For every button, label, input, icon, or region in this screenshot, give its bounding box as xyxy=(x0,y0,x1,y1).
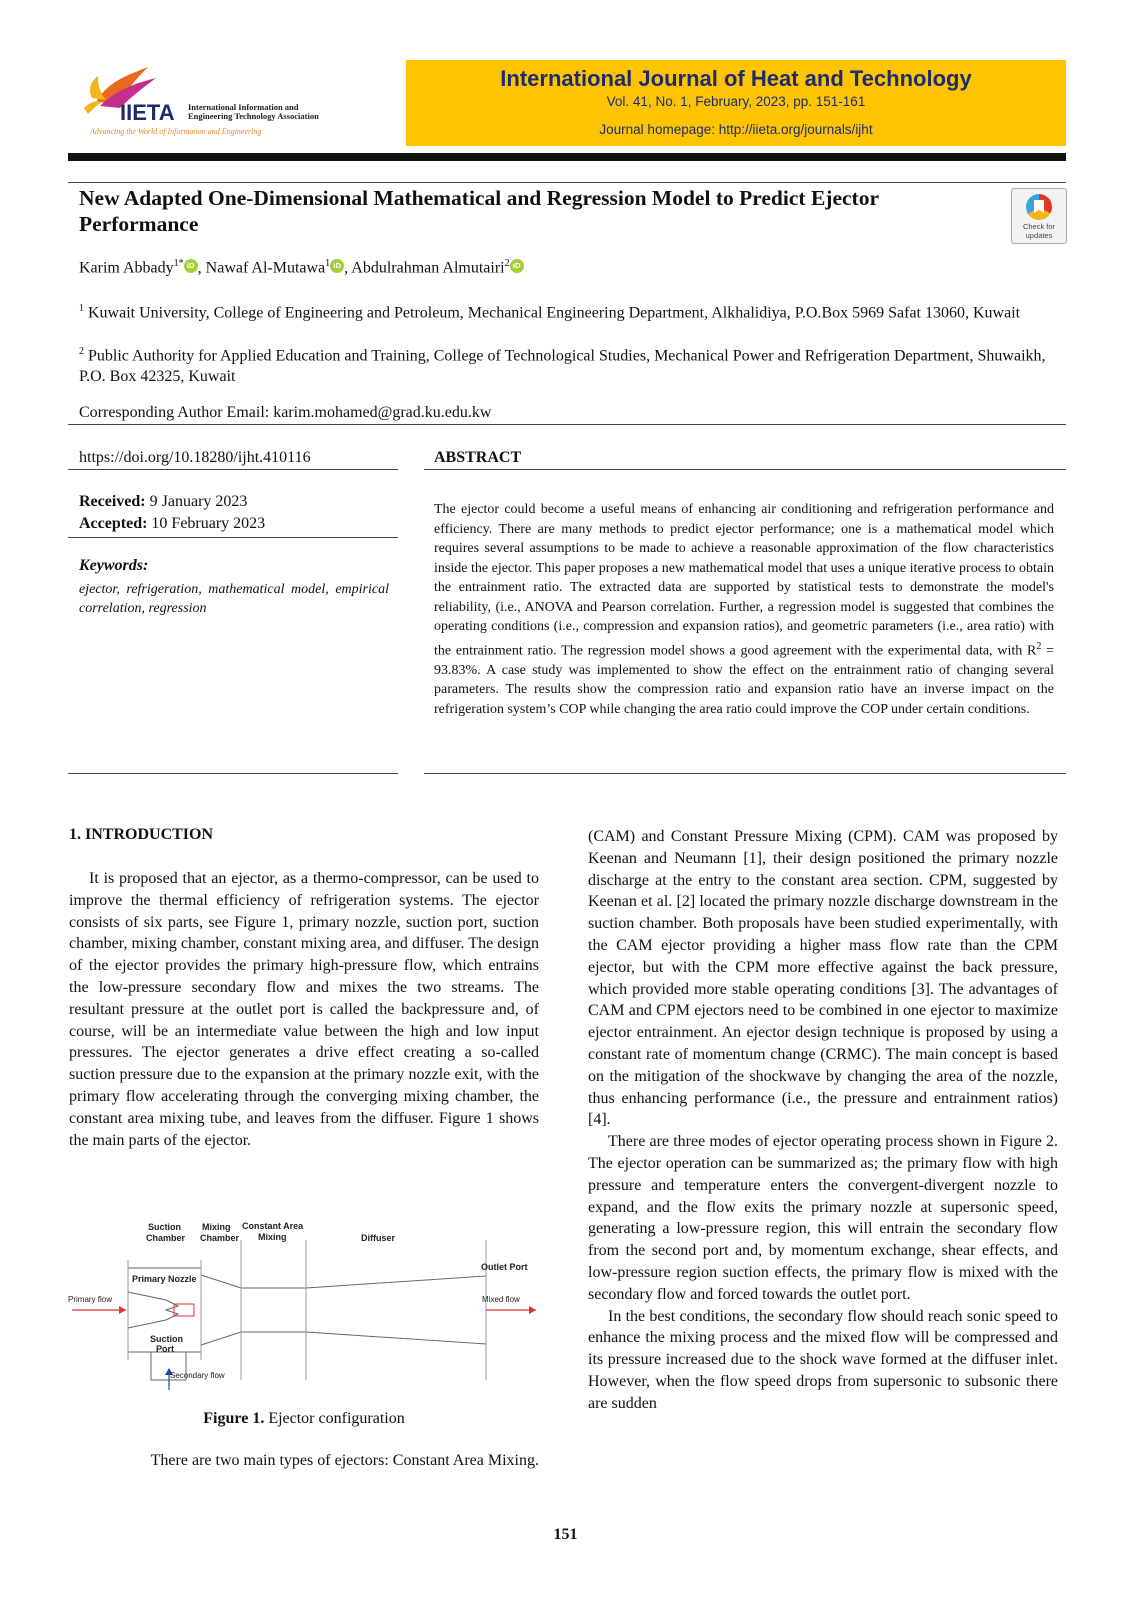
title-rule xyxy=(68,182,1066,183)
doi-link[interactable]: https://doi.org/10.18280/ijht.410116 xyxy=(79,449,311,466)
affiliation-2: $^2$ Public Authority for Applied Education and Training, College of Technological Studies, Mechanical Power and Refrigeration Department, Shuwaikh, P.O. Box 42325, Kuwait xyxy=(79,346,1046,386)
divider xyxy=(68,537,398,538)
logo-text: IIETA xyxy=(120,100,175,125)
author-name: Karim Abbady xyxy=(79,259,174,277)
divider xyxy=(68,469,398,470)
check-for-updates-button[interactable] xyxy=(1011,188,1067,244)
divider xyxy=(424,469,1066,470)
orcid-icon[interactable]: iD xyxy=(510,259,524,273)
logo-tagline: Advancing the World of Information and Engineering xyxy=(90,127,262,136)
received-date: Received: 9 January 2023 xyxy=(79,493,248,510)
paper-title: New Adapted One-Dimensional Mathematical and Regression Model to Predict Ejector Performance xyxy=(79,186,879,236)
author-name: Nawaf Al-Mutawa xyxy=(205,259,326,277)
journal-banner xyxy=(406,60,1066,146)
divider xyxy=(424,773,1066,774)
keywords-list: ejector, refrigeration, mathematical model, empirical correlation, regression xyxy=(79,582,389,616)
label-suction-port: Port xyxy=(156,1344,174,1354)
label-diffuser: Diffuser xyxy=(361,1233,396,1243)
divider xyxy=(68,773,398,774)
label-mixing-chamber: Mixing xyxy=(202,1222,231,1232)
journal-homepage-link[interactable]: Journal homepage: http://iieta.org/journals/ijht xyxy=(599,122,873,137)
keywords-heading: Keywords: xyxy=(79,557,149,574)
label-constant-area: Constant Area xyxy=(242,1221,304,1231)
paragraph: There are three modes of ejector operating process shown in Figure 2. The ejector operation can be summarized as; the primary flow with high pressure and temperature enters the convergent-divergent nozzle to expand, and the flow exits the primary nozzle at supersonic speed, generating a low-pressure region, this will entrain the secondary flow from the second port and, by momentum exchange, shear effects, and low-pressure region suction effects, the primary flow is mixed with the secondary flow and forced towards the outlet port. xyxy=(588,1133,1058,1303)
journal-volume: Vol. 41, No. 1, February, 2023, pp. 151-161 xyxy=(606,94,866,109)
journal-title: International Journal of Heat and Technology xyxy=(500,66,972,91)
author-list: Karim Abbady$^{1*}$ iD , Nawaf Al-Mutawa$^1$ iD , Abdulrahman Almutairi$^2$ iD xyxy=(79,258,524,277)
label-suction-port: Suction xyxy=(150,1334,183,1344)
abstract-heading: ABSTRACT xyxy=(434,449,522,466)
label-mixed-flow: Mixed flow xyxy=(482,1295,520,1304)
paragraph: It is proposed that an ejector, as a thermo-compressor, can be used to improve the thermal efficiency of refrigeration systems. The ejector consists of six parts, see Figure 1, primary nozzle, suction port, suction chamber, mixing chamber, constant mixing area, and diffuser. The design of the ejector provides the primary high-pressure flow, which entrains the low-pressure secondary flow and mixes the two streams. The resultant pressure at the outlet port is called the backpressure and, of course, will be an intermediate value between the high and low input pressures. The ejector generates a drive effect creating a so-called suction pressure due to the expansion at the primary nozzle exit, with the primary flow accelerating through the converging mixing chamber, the constant area mixing tube, and leaves from the diffuser. Figure 1 shows the main parts of the ejector. xyxy=(69,870,539,1149)
label-mixing-chamber: Chamber xyxy=(200,1233,240,1243)
divider xyxy=(68,424,1066,425)
mixed-flow-arrow-icon xyxy=(486,1306,536,1314)
iieta-logo xyxy=(78,62,378,142)
right-column xyxy=(588,826,1058,1415)
label-primary-nozzle: Primary Nozzle xyxy=(132,1274,197,1284)
abstract-text: The ejector could become a useful means of enhancing air conditioning and refrigeration performance and efficiency. There are many methods to predict ejector performance; one is a mathematical model which requires several assumptions to be made to achieve a reasonable approximation of the flow characteristics inside the ejector. This paper proposes a new mathematical model that uses a unique iterative process to obtain the entrainment ratio. The extracted data are supported by statistical tests to demonstrate the model's reliability, (i.e., ANOVA and Pearson correlation. Further, a regression model is suggested that combines the operating conditions (i.e., compression and expansion ratios), and geometric parameters (i.e., area ratio) with the entrainment ratio. The regression model shows a good agreement with the experimental data, with $R^2 = 93.83\%$. A case study was implemented to show the effect on the entrainment ratio of changing several parameters. The results show the compression ratio and expansion ratio have an inverse impact on the refrigeration system’s COP while changing the area ratio could improve the COP under certain conditions. xyxy=(434,502,1054,717)
paragraph: In the best conditions, the secondary flow should reach sonic speed to enhance the mixing process and the mixed flow will be compressed and its pressure increased due to the shock wave formed at the diffuser inlet. However, when the flow speed drops from supersonic to subsonic there are sudden xyxy=(588,1307,1058,1412)
label-suction-chamber: Suction xyxy=(148,1222,181,1232)
primary-nozzle-shape xyxy=(128,1292,178,1328)
logo-org-line2: Engineering Technology Association xyxy=(188,111,319,121)
header-rule xyxy=(68,153,1066,161)
paragraph: There are two main types of ejectors: Constant Area Mixing. xyxy=(150,1452,539,1469)
logo-org-line1: International Information and xyxy=(188,102,299,112)
page-number: 151 xyxy=(553,1526,578,1543)
label-primary-flow: Primary flow xyxy=(68,1295,113,1304)
label-secondary-flow: Secondary flow xyxy=(170,1371,225,1380)
figure-caption: Figure 1. Ejector configuration xyxy=(203,1410,405,1427)
crossmark-icon xyxy=(1026,194,1052,220)
orcid-icon[interactable]: iD xyxy=(330,259,344,273)
primary-flow-arrow-icon xyxy=(72,1306,126,1314)
paragraph: (CAM) and Constant Pressure Mixing (CPM). CAM was proposed by Keenan and Neumann [1], their design positioned the primary nozzle discharge at the entry to the constant area section. CPM, suggested by Keenan et al. [2] located the primary nozzle discharge downstream in the suction chamber. Both proposals have been studied experimentally, with the CAM ejector providing a higher mass flow rate than the CPM ejector, but with the CPM more effective against the back pressure, which provided more stable operating conditions [3]. The advantages of CAM and CPM ejectors need to be combined in one ejector to maximize ejector entrainment. An ejector design technique is proposed by using a constant rate of momentum change (CRMC). The main concept is based on the mitigation of the shockwave by changing the area of the nozzle, thus enhancing performance (i.e., the pressure and entrainment ratios) [4]. xyxy=(588,828,1058,1129)
author-name: Abdulrahman Almutairi xyxy=(351,259,505,277)
left-column xyxy=(69,868,539,1151)
affiliation-1: $^1$ Kuwait University, College of Engineering and Petroleum, Mechanical Engineering Department, Alkhalidiya, P.O.Box 5969 Safat 13060, Kuwait xyxy=(79,303,1021,322)
label-outlet-port: Outlet Port xyxy=(481,1262,528,1272)
corresponding-email[interactable]: Corresponding Author Email: karim.mohamed@grad.ku.edu.kw xyxy=(79,404,492,421)
section-heading: 1. INTRODUCTION xyxy=(69,826,214,843)
crossmark-label: Check for updates xyxy=(1022,222,1056,240)
orcid-icon[interactable]: iD xyxy=(184,259,198,273)
label-suction-chamber: Chamber xyxy=(146,1233,186,1243)
figure-ejector-configuration xyxy=(66,1220,546,1395)
accepted-date: Accepted: 10 February 2023 xyxy=(79,515,266,532)
label-constant-area: Mixing xyxy=(258,1232,287,1242)
